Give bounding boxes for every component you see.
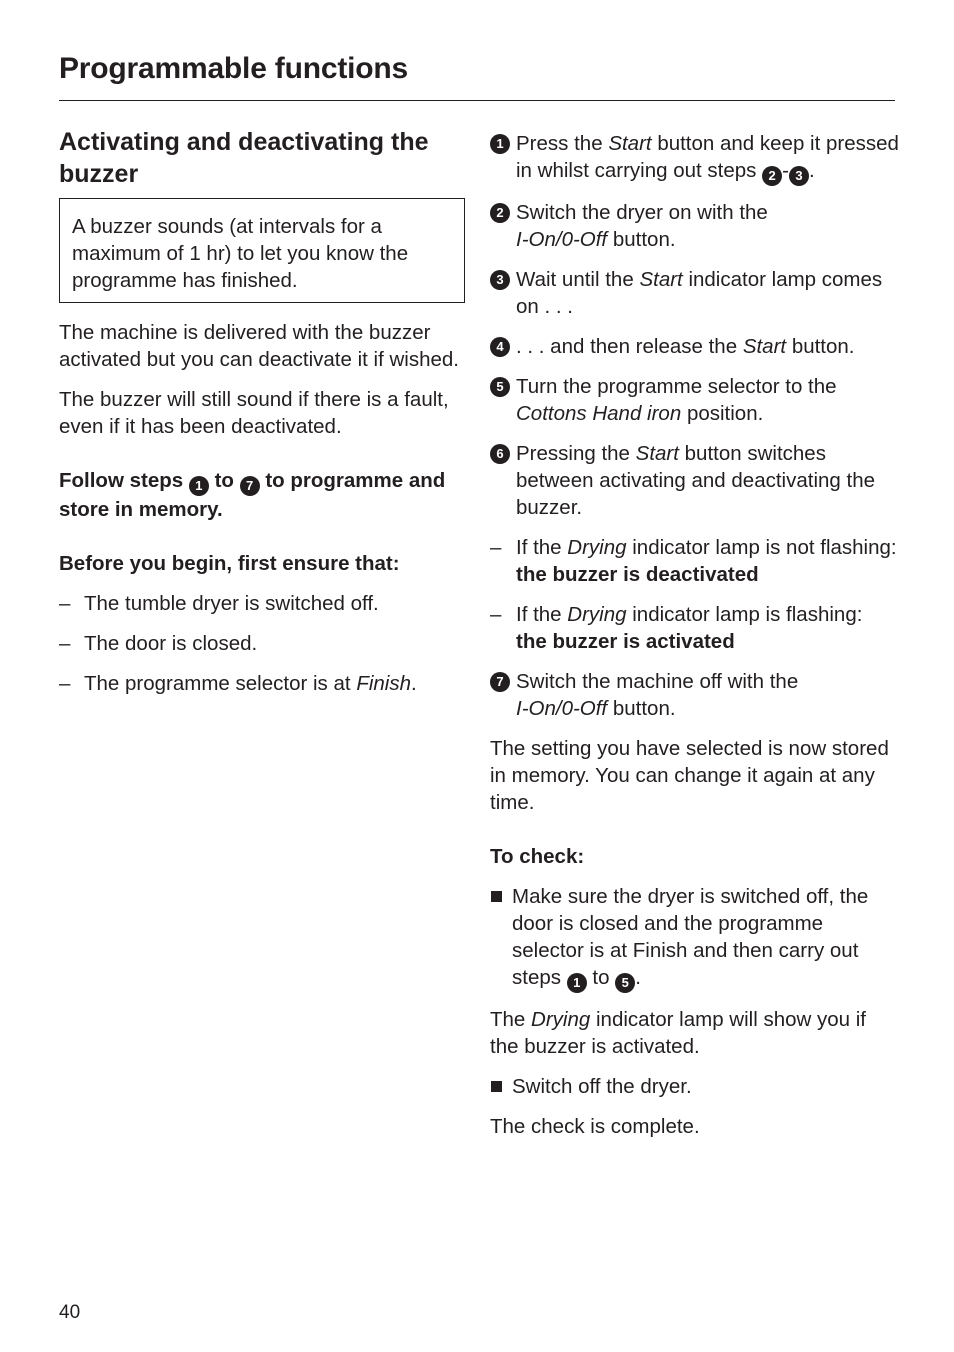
step-7: 7 Switch the machine off with the I-On/0-Off button. [490, 668, 900, 722]
dash-bullet: – [490, 603, 502, 626]
delivery-note: The machine is delivered with the buzzer activated but you can deactivate it if wished. [59, 321, 459, 371]
step-number-2-icon: 2 [490, 203, 510, 223]
buzzer-activated-result: the buzzer is activated [516, 630, 735, 653]
step-1: 1 Press the Start button and keep it pressed in whilst carrying out steps 2 - 3 . [490, 130, 900, 186]
page-title: Programmable functions [59, 52, 408, 85]
page-number: 40 [59, 1302, 81, 1323]
check-heading: To check: [490, 845, 585, 868]
step-number-1-icon: 1 [189, 476, 209, 496]
before-begin-heading: Before you begin, first ensure that: [59, 552, 400, 575]
step-6: 6 Pressing the Start button switches between activating and deactivating the buzzer. [490, 440, 900, 521]
title-divider [59, 100, 895, 101]
step-number-1-icon: 1 [490, 134, 510, 154]
step-number-6-icon: 6 [490, 444, 510, 464]
fault-note: The buzzer will still sound if there is a fault, even if it has been deactivated. [59, 388, 449, 438]
info-box-text: A buzzer sounds (at intervals for a maximum of 1 hr) to let you know the programme has finished. [72, 215, 409, 292]
drying-note: The Drying indicator lamp will show you if the buzzer is activated. [490, 1008, 867, 1058]
info-box [59, 198, 465, 303]
step-number-3-icon: 3 [490, 270, 510, 290]
list-item: Make sure the dryer is switched off, the door is closed and the programme selector is at Finish and then carry out steps 1 to 5 . [490, 883, 900, 993]
dash-bullet: – [59, 672, 71, 695]
step-number-5-icon: 5 [615, 973, 635, 993]
buzzer-deactivated-result: the buzzer is deactivated [516, 563, 759, 586]
step-4: 4 . . . and then release the Start button. [490, 333, 900, 360]
check-complete: The check is complete. [490, 1115, 700, 1138]
step-number-3-icon: 3 [789, 166, 809, 186]
square-bullet-icon [491, 891, 502, 902]
dash-bullet: – [59, 592, 71, 615]
follow-steps-instruction: Follow steps 1 to 7 to programme and store in memory. [59, 469, 446, 521]
section-heading: Activating and deactivating the buzzer [59, 128, 429, 188]
dash-bullet: – [59, 632, 71, 655]
list-item: – The tumble dryer is switched off. [59, 592, 379, 615]
right-column [490, 130, 900, 1153]
step-number-4-icon: 4 [490, 337, 510, 357]
left-column [59, 126, 469, 710]
square-bullet-icon [491, 1081, 502, 1092]
list-item: – The door is closed. [59, 632, 258, 655]
stored-note: The setting you have selected is now stored in memory. You can change it again at any time. [490, 737, 889, 814]
list-item: – The programme selector is at Finish. [59, 672, 417, 695]
step-number-5-icon: 5 [490, 377, 510, 397]
dash-bullet: – [490, 536, 502, 559]
step-number-7-icon: 7 [240, 476, 260, 496]
step-number-2-icon: 2 [762, 166, 782, 186]
list-item: – If the Drying indicator lamp is not flashing: the buzzer is deactivated [490, 536, 897, 586]
step-number-1-icon: 1 [567, 973, 587, 993]
list-item: – If the Drying indicator lamp is flashing: the buzzer is activated [490, 603, 863, 653]
step-number-7-icon: 7 [490, 672, 510, 692]
step-3: 3 Wait until the Start indicator lamp comes on . . . [490, 266, 900, 320]
step-5: 5 Turn the programme selector to the Cottons Hand iron position. [490, 373, 900, 427]
step-2: 2 Switch the dryer on with the I-On/0-Off button. [490, 199, 900, 253]
list-item: Switch off the dryer. [490, 1073, 900, 1100]
